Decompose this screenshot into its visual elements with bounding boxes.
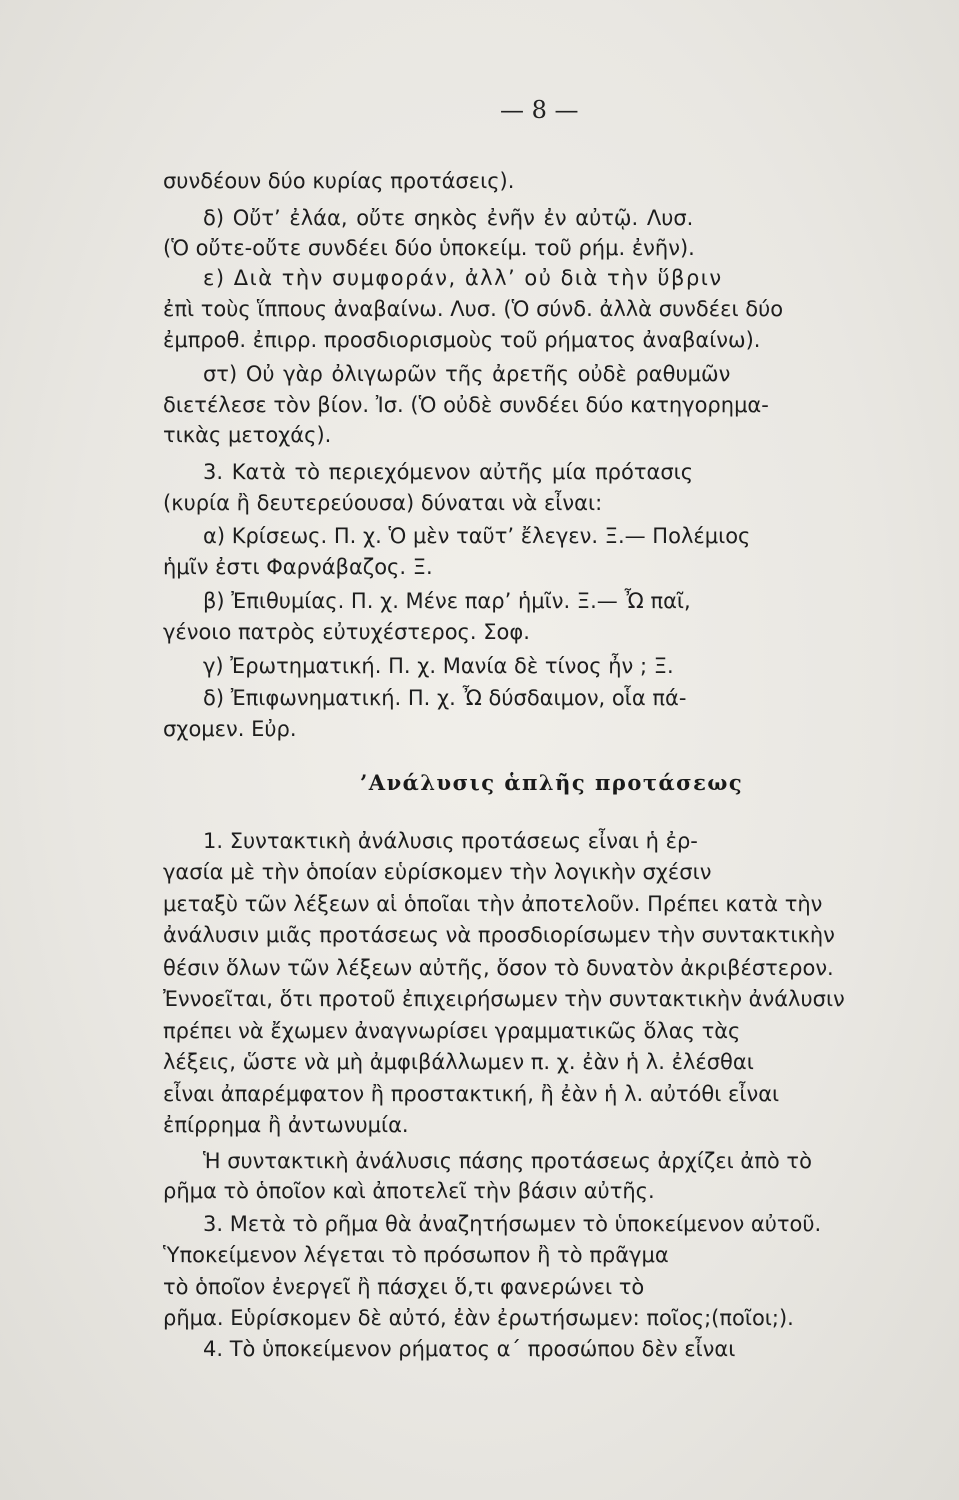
text-line: σχομεν. Εὐρ. — [163, 717, 297, 741]
text-line: ε) Διὰ τὴν συμφοράν, ἀλλ’ οὐ διὰ τὴν ὕβριν — [203, 266, 723, 290]
text-line: τικὰς μετοχάς). — [163, 423, 332, 447]
section-heading: ’Ανάλυσις ἁπλῆς προτάσεως — [360, 770, 744, 795]
text-line: λέξεις, ὥστε νὰ μὴ ἀμφιβάλλωμεν π. χ. ἐὰν ἡ λ. ἐλέσθαι — [163, 1050, 754, 1074]
text-line: γ) Ἐρωτηματική. Π. χ. Μανία δὲ τίνος ἦν ; Ξ. — [203, 654, 674, 678]
text-line: διετέλεσε τὸν βίον. Ἰσ. (Ὁ οὐδὲ συνδέει δύο κατηγορημα- — [163, 393, 769, 417]
text-line: γένοιο πατρὸς εὐτυχέστερος. Σοφ. — [163, 620, 530, 644]
text-line: ἐμπροθ. ἐπιρρ. προσδιορισμοὺς τοῦ ρήματος ἀναβαίνω). — [163, 328, 761, 352]
text-line: συνδέουν δύο κυρίας προτάσεις). — [163, 169, 515, 193]
text-line: 4. Τὸ ὑποκείμενον ρήματος α΄ προσώπου δὲν εἶναι — [203, 1337, 736, 1361]
text-line: θέσιν ὅλων τῶν λέξεων αὐτῆς, ὅσον τὸ δυνατὸν ἀκριβέστερον. — [163, 956, 834, 980]
text-line: δ) Οὔτ’ ἐλάα, οὔτε σηκὸς ἐνῆν ἐν αὐτῷ. Λυσ. — [203, 206, 694, 230]
text-line: α) Κρίσεως. Π. χ. Ὁ μὲν ταῦτ’ ἔλεγεν. Ξ.— Πολέμιος — [203, 524, 751, 548]
text-line: ρῆμα τὸ ὁποῖον καὶ ἀποτελεῖ τὴν βάσιν αὐτῆς. — [163, 1179, 655, 1203]
text-line: β) Ἐπιθυμίας. Π. χ. Μένε παρ’ ἡμῖν. Ξ.— Ὦ παῖ, — [203, 589, 691, 613]
text-line: μεταξὺ τῶν λέξεων αἱ ὁποῖαι τὴν ἀποτελοῦν. Πρέπει κατὰ τὴν — [163, 892, 823, 916]
text-line: Ἐννοεῖται, ὅτι προτοῦ ἐπιχειρήσωμεν τὴν συντακτικὴν ἀνάλυσιν — [163, 987, 845, 1011]
text-line: ρῆμα. Εὑρίσκομεν δὲ αὐτό, ἐὰν ἐρωτήσωμεν: ποῖος;(ποῖοι;). — [163, 1306, 794, 1330]
page-number: — 8 — — [500, 96, 579, 124]
text-line: 3. Μετὰ τὸ ρῆμα θὰ ἀναζητήσωμεν τὸ ὑποκείμενον αὐτοῦ. — [203, 1212, 822, 1236]
text-line: Ὑποκείμενον λέγεται τὸ πρόσωπον ἢ τὸ πρᾶγμα — [163, 1243, 669, 1267]
text-line: στ) Οὐ γὰρ ὀλιγωρῶν τῆς ἀρετῆς οὐδὲ ραθυμῶν — [203, 362, 731, 386]
text-line: τὸ ὁποῖον ἐνεργεῖ ἢ πάσχει ὅ,τι φανερώνει τὸ — [163, 1275, 645, 1299]
text-line: (κυρία ἢ δευτερεύουσα) δύναται νὰ εἶναι: — [163, 491, 603, 515]
text-line: εἶναι ἀπαρέμφατον ἢ προστακτική, ἢ ἐὰν ἡ λ. αὐτόθι εἶναι — [163, 1082, 780, 1106]
text-line: ἡμῖν ἐστι Φαρνάβαζος. Ξ. — [163, 555, 433, 579]
text-line: ἀνάλυσιν μιᾶς προτάσεως νὰ προσδιορίσωμεν τὴν συντακτικὴν — [163, 923, 835, 947]
text-line: ἐπὶ τοὺς ἵππους ἀναβαίνω. Λυσ. (Ὁ σύνδ. ἀλλὰ συνδέει δύο — [163, 297, 784, 321]
text-line: ἐπίρρημα ἢ ἀντωνυμία. — [163, 1113, 409, 1137]
text-line: Ἡ συντακτικὴ ἀνάλυσις πάσης προτάσεως ἀρχίζει ἀπὸ τὸ — [203, 1149, 812, 1173]
text-line: (Ὁ οὔτε-οὔτε συνδέει δύο ὑποκείμ. τοῦ ρήμ. ἐνῆν). — [163, 236, 695, 260]
text-line: 1. Συντακτικὴ ἀνάλυσις προτάσεως εἶναι ἡ ἐρ- — [203, 829, 698, 853]
text-line: γασία μὲ τὴν ὁποίαν εὑρίσκομεν τὴν λογικὴν σχέσιν — [163, 860, 712, 884]
text-line: πρέπει νὰ ἔχωμεν ἀναγνωρίσει γραμματικῶς ὅλας τὰς — [163, 1019, 741, 1043]
text-line: 3. Κατὰ τὸ περιεχόμενον αὐτῆς μία πρότασις — [203, 460, 694, 484]
text-line: δ) Ἐπιφωνηματική. Π. χ. Ὦ δύσδαιμον, οἷα πά- — [203, 686, 687, 710]
